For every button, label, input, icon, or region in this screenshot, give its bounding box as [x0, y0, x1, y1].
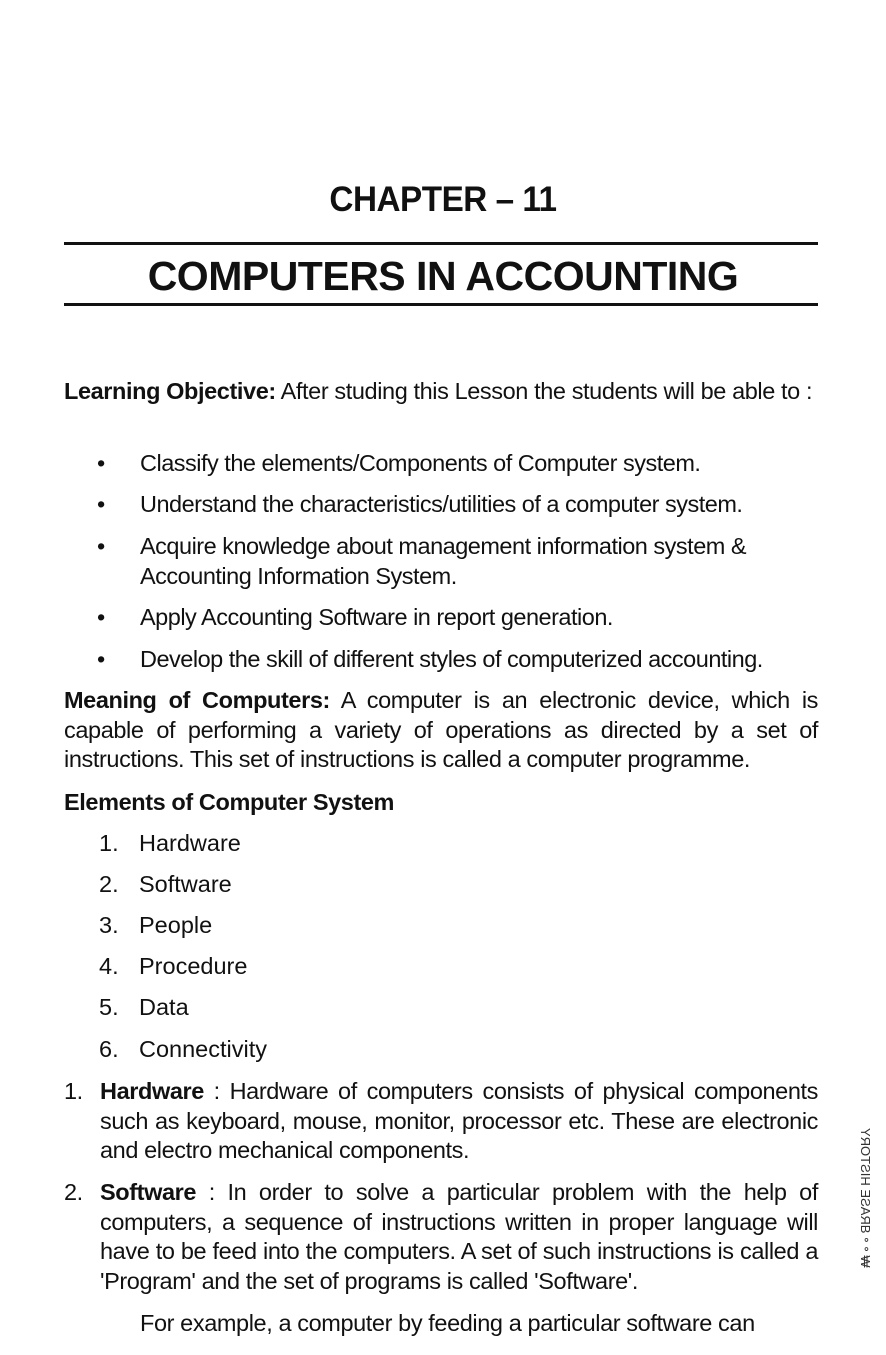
element-list-item: 5. Data — [99, 994, 189, 1020]
software-term: Software — [100, 1179, 197, 1205]
element-list-item: 1. Hardware — [99, 830, 241, 856]
learning-objective-paragraph — [64, 377, 818, 407]
bullet-icon: • — [97, 491, 105, 517]
hardware-term: Hardware — [100, 1078, 204, 1104]
element-list-item: 2. Software — [99, 871, 232, 897]
element-list-item: 4. Procedure — [99, 953, 248, 979]
continuation-paragraph: For example, a computer by feeding a particular software can — [140, 1310, 755, 1336]
margin-stamp: YЯOTƧIH ƎƧAЯB ॰ ॰ ₩ — [858, 1128, 873, 1268]
element-list-item: 6. Connectivity — [99, 1036, 267, 1062]
bullet-icon: • — [97, 450, 105, 476]
chapter-title: COMPUTERS IN ACCOUNTING — [147, 253, 739, 299]
bullet-icon: • — [97, 646, 105, 672]
divider-bottom — [64, 303, 818, 306]
document-page: CHAPTER – 11 COMPUTERS IN ACCOUNTING Learning Objective: After studing this Lesson the students will be able to : • Classify the elements/Components of Computer system. • Understand the characteristics/utilities of a computer system. • Acquire knowledge about management information system & Accounting Information System. • Apply Accounting Software in report generation. • Develop the skill of different styles of computerized accounting. Meaning of Computers: A computer is an electronic device, which is capable of performing a variety of operations as directed by a set of instructions. This set of instructions is called a computer programme. Elements of Computer System 1. Hardware 2. Software 3. People 4. Procedure 5. Data 6. Connectivity 1. Hardware : Hardware of computers consists of physical components such as keyboard, mouse, monitor, processor etc. These are electronic and electro mechanical components. 2. Software : In order to solve a particular problem with the help of computers, a sequence of instructions written in proper language will have to be feed into the computers. A set of such instructions is called a 'Program' and the set of programs is called 'Software'. For example, a computer by feeding a particular software can YЯOTƧIH ƎƧAЯB ॰ ॰ ₩ — [0, 0, 886, 1355]
element-list-item: 3. People — [99, 912, 213, 938]
meaning-text: A computer is an electronic device, which is capable of performing a variety of operations as directed by a set of instructions. This set of instructions is called a computer programme. — [64, 687, 819, 772]
bullet-icon: • — [97, 533, 105, 559]
meaning-heading: Meaning of Computers: — [64, 687, 330, 713]
learning-objective-intro: After studing this Lesson the students will be able to : — [275, 378, 813, 404]
bullet-icon: • — [97, 604, 105, 630]
meaning-paragraph — [64, 686, 818, 775]
divider-top — [64, 242, 818, 245]
learning-objective-heading: Learning Objective: — [64, 378, 276, 404]
chapter-label: CHAPTER – 11 — [329, 180, 557, 219]
elements-heading: Elements of Computer System — [64, 789, 395, 815]
